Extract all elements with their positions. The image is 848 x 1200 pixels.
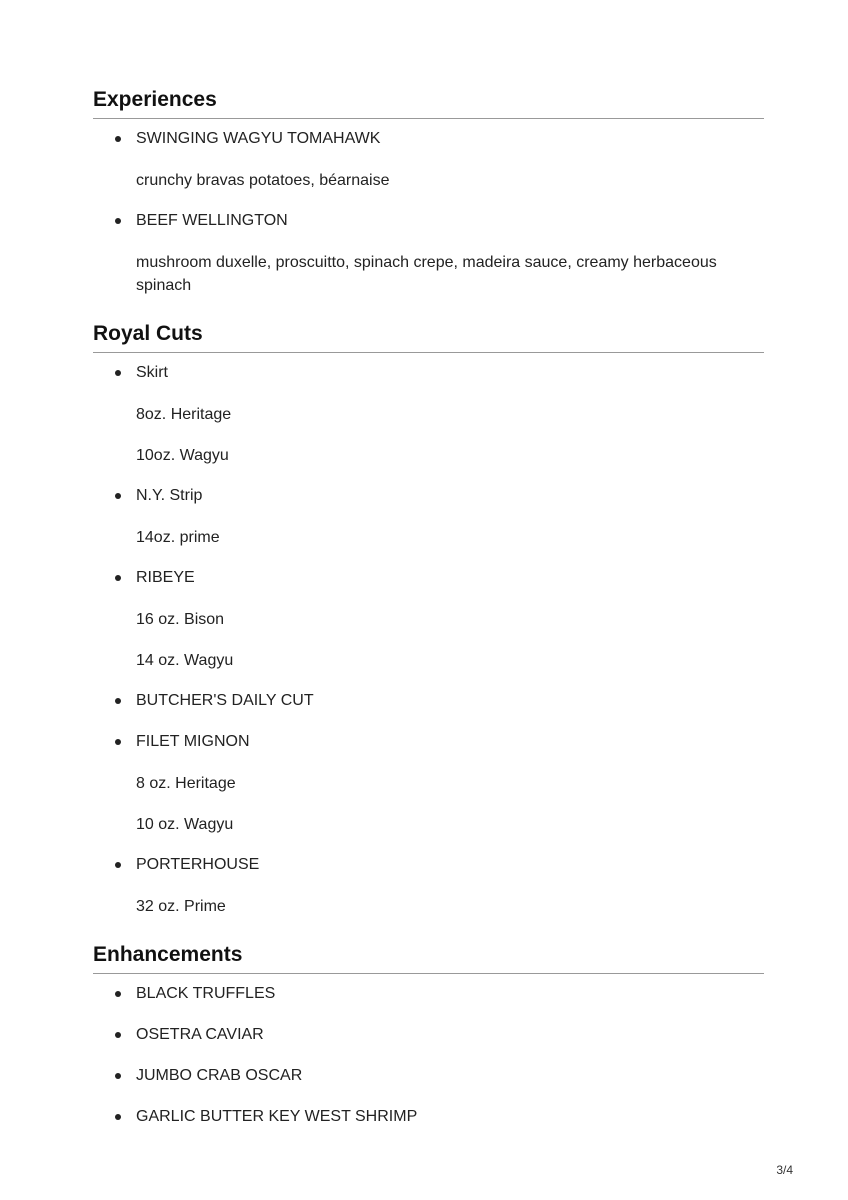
bullet-icon: [115, 991, 121, 997]
section-royal-cuts: [93, 320, 764, 927]
bullet-icon: [115, 370, 121, 376]
section-experiences: [93, 86, 764, 306]
list-item: [93, 681, 764, 722]
bullet-icon: [115, 698, 121, 704]
item-detail: 14oz. prime: [136, 529, 220, 546]
bullet-icon: [115, 739, 121, 745]
item-detail: 8oz. Heritage: [136, 406, 232, 423]
bullet-icon: [115, 136, 121, 142]
list-item: [93, 1056, 764, 1097]
item-name: N.Y. Strip: [136, 487, 203, 504]
item-detail: 10oz. Wagyu: [136, 447, 229, 464]
section-enhancements: [93, 941, 764, 1138]
section-title: Enhancements: [93, 941, 764, 974]
item-detail: 16 oz. Bison: [136, 611, 225, 628]
list-item: [93, 119, 764, 201]
item-list: [93, 974, 764, 1138]
item-detail: crunchy bravas potatoes, béarnaise: [136, 172, 390, 189]
section-title: Experiences: [93, 86, 764, 119]
item-name: JUMBO CRAB OSCAR: [136, 1067, 303, 1084]
list-item: [93, 201, 764, 306]
bullet-icon: [115, 1114, 121, 1120]
item-name: PORTERHOUSE: [136, 856, 260, 873]
list-item: [93, 845, 764, 927]
page-number: 3/4: [776, 1163, 793, 1177]
item-detail: mushroom duxelle, proscuitto, spinach crepe, madeira sauce, creamy herbaceous spinach: [136, 254, 717, 294]
item-name: RIBEYE: [136, 569, 195, 586]
item-detail: 32 oz. Prime: [136, 898, 226, 915]
item-name: BLACK TRUFFLES: [136, 985, 276, 1002]
bullet-icon: [115, 218, 121, 224]
list-item: [93, 1097, 764, 1138]
item-name: GARLIC BUTTER KEY WEST SHRIMP: [136, 1108, 418, 1125]
bullet-icon: [115, 575, 121, 581]
item-name: OSETRA CAVIAR: [136, 1026, 264, 1043]
item-name: BUTCHER'S DAILY CUT: [136, 692, 314, 709]
item-name: FILET MIGNON: [136, 733, 250, 750]
item-list: [93, 353, 764, 927]
list-item: [93, 722, 764, 845]
section-title: Royal Cuts: [93, 320, 764, 353]
item-name: SWINGING WAGYU TOMAHAWK: [136, 130, 381, 147]
bullet-icon: [115, 862, 121, 868]
list-item: [93, 974, 764, 1015]
item-detail: 14 oz. Wagyu: [136, 652, 234, 669]
item-list: [93, 119, 764, 306]
item-detail: 8 oz. Heritage: [136, 775, 236, 792]
bullet-icon: [115, 1032, 121, 1038]
list-item: [93, 476, 764, 558]
menu-page: [93, 86, 764, 1138]
item-name: Skirt: [136, 364, 168, 381]
list-item: [93, 1015, 764, 1056]
item-name: BEEF WELLINGTON: [136, 212, 288, 229]
list-item: [93, 558, 764, 681]
bullet-icon: [115, 1073, 121, 1079]
bullet-icon: [115, 493, 121, 499]
list-item: [93, 353, 764, 476]
item-detail: 10 oz. Wagyu: [136, 816, 234, 833]
